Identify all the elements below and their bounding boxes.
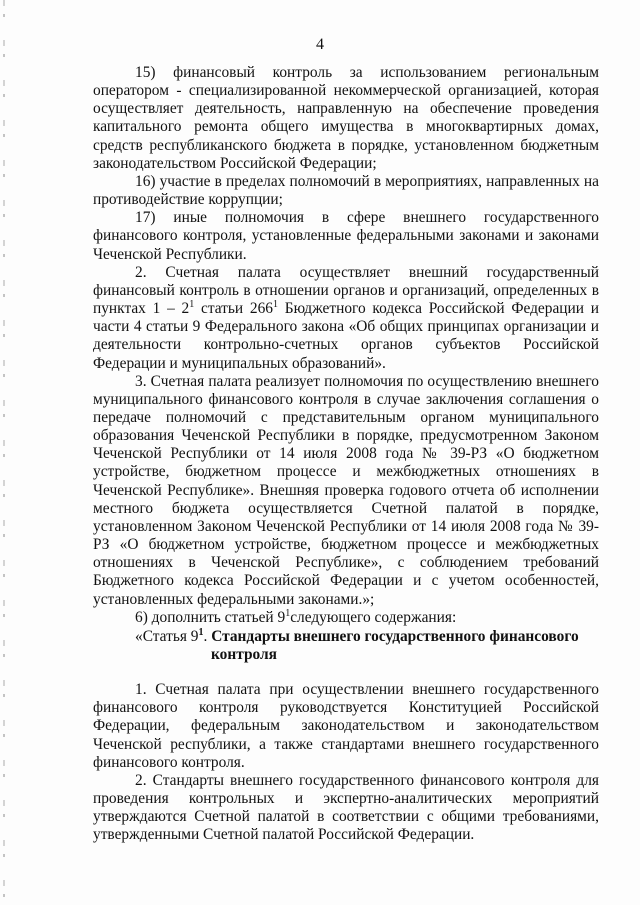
point-2-superscript-2: 1 [272,298,278,310]
article-point-1-paragraph: 1. Счетная палата при осуществлении внешнего государственного финансового контроля руководствуется Конституцией Российской Федерации, федеральным законодательством и законодательством Чеченской республики, а также стандартами внешнего государственного финансового контроля. [93,681,599,771]
item-15-paragraph: 15) финансовый контроль за использованием региональным оператором - специализированной некоммерческой организацией, которая осуществляет деятельность, направленную на обеспечение проведения капитального ремонта общего имущества в многоквартирных домах, средств республиканского бюджета в порядке, установленном бюджетным законодательством Российской Федерации; [93,64,599,172]
item-6-text-after: следующего содержания: [290,608,457,626]
article-label: «Статья 9 [135,627,199,645]
scan-edge-marks [3,0,5,905]
article-title-continuation: контроля [211,646,277,663]
point-2-superscript-1: 1 [189,298,195,310]
item-6-text-before: 6) дополнить статьей 9 [135,608,286,626]
point-2-text-before: 2. Счетная палата осуществляет внешний государственный финансовый контроль в отношении органов и организаций, определенных в пунктах 1 – 2 [93,263,599,318]
point-3-paragraph: 3. Счетная палата реализует полномочия по осуществлению внешнего муниципального финансового контроля в случае заключения соглашения о передаче полномочий с представительным органом муниципального образования Чеченской Республики в порядке, предусмотренном Законом Чеченской Республики от 14 июля 2008 года № 39-РЗ «О бюджетном устройстве, бюджетном процессе и межбюджетных отношениях в Чеченской Республике». Внешняя проверка годового отчета об исполнении местного бюджета осуществляется Счетной палатой в порядке, установленном Законом Чеченской Республики от 14 июля 2008 года № 39-РЗ «О бюджетном устройстве, бюджетном процессе и межбюджетных отношениях в Чеченской Республике», с соблюдением требований Бюджетного кодекса Российской Федерации и с учетом особенностей, установленных федеральными законами.»; [93,372,599,608]
article-superscript: 1 [198,626,204,638]
point-2-text-after: Бюджетного кодекса Российской Федерации и части 4 статьи 9 Федерального закона «Об общих принципах организации и деятельности контрольно-счетных органов субъектов Российской Федерации и муниципальных образований». [93,300,599,372]
point-2-text-mid: статьи 266 [194,300,273,318]
section-gap [93,664,599,681]
article-point-2-paragraph: 2. Стандарты внешнего государственного финансового контроля для проведения контрольных и экспертно-аналитических мероприятий утверждаются Счетной палатой в соответствии с общими требованиями, утвержденными Счетной палатой Российской Федерации. [93,771,599,844]
item-6-superscript: 1 [285,607,291,619]
item-6-paragraph [93,609,599,627]
item-16-paragraph: 16) участие в пределах полномочий в мероприятиях, направленных на противодействие коррупции; [93,172,599,209]
page-number: 4 [316,36,324,53]
point-2-paragraph [93,264,599,373]
article-heading [93,628,599,664]
article-title: Стандарты внешнего государственного финансового [211,627,579,645]
item-17-paragraph: 17) иные полномочия в сфере внешнего государственного финансового контроля, установленные федеральными законами и законами Чеченской Республики. [93,209,599,263]
article-label-dot: . [203,627,208,645]
document-body [93,64,599,845]
